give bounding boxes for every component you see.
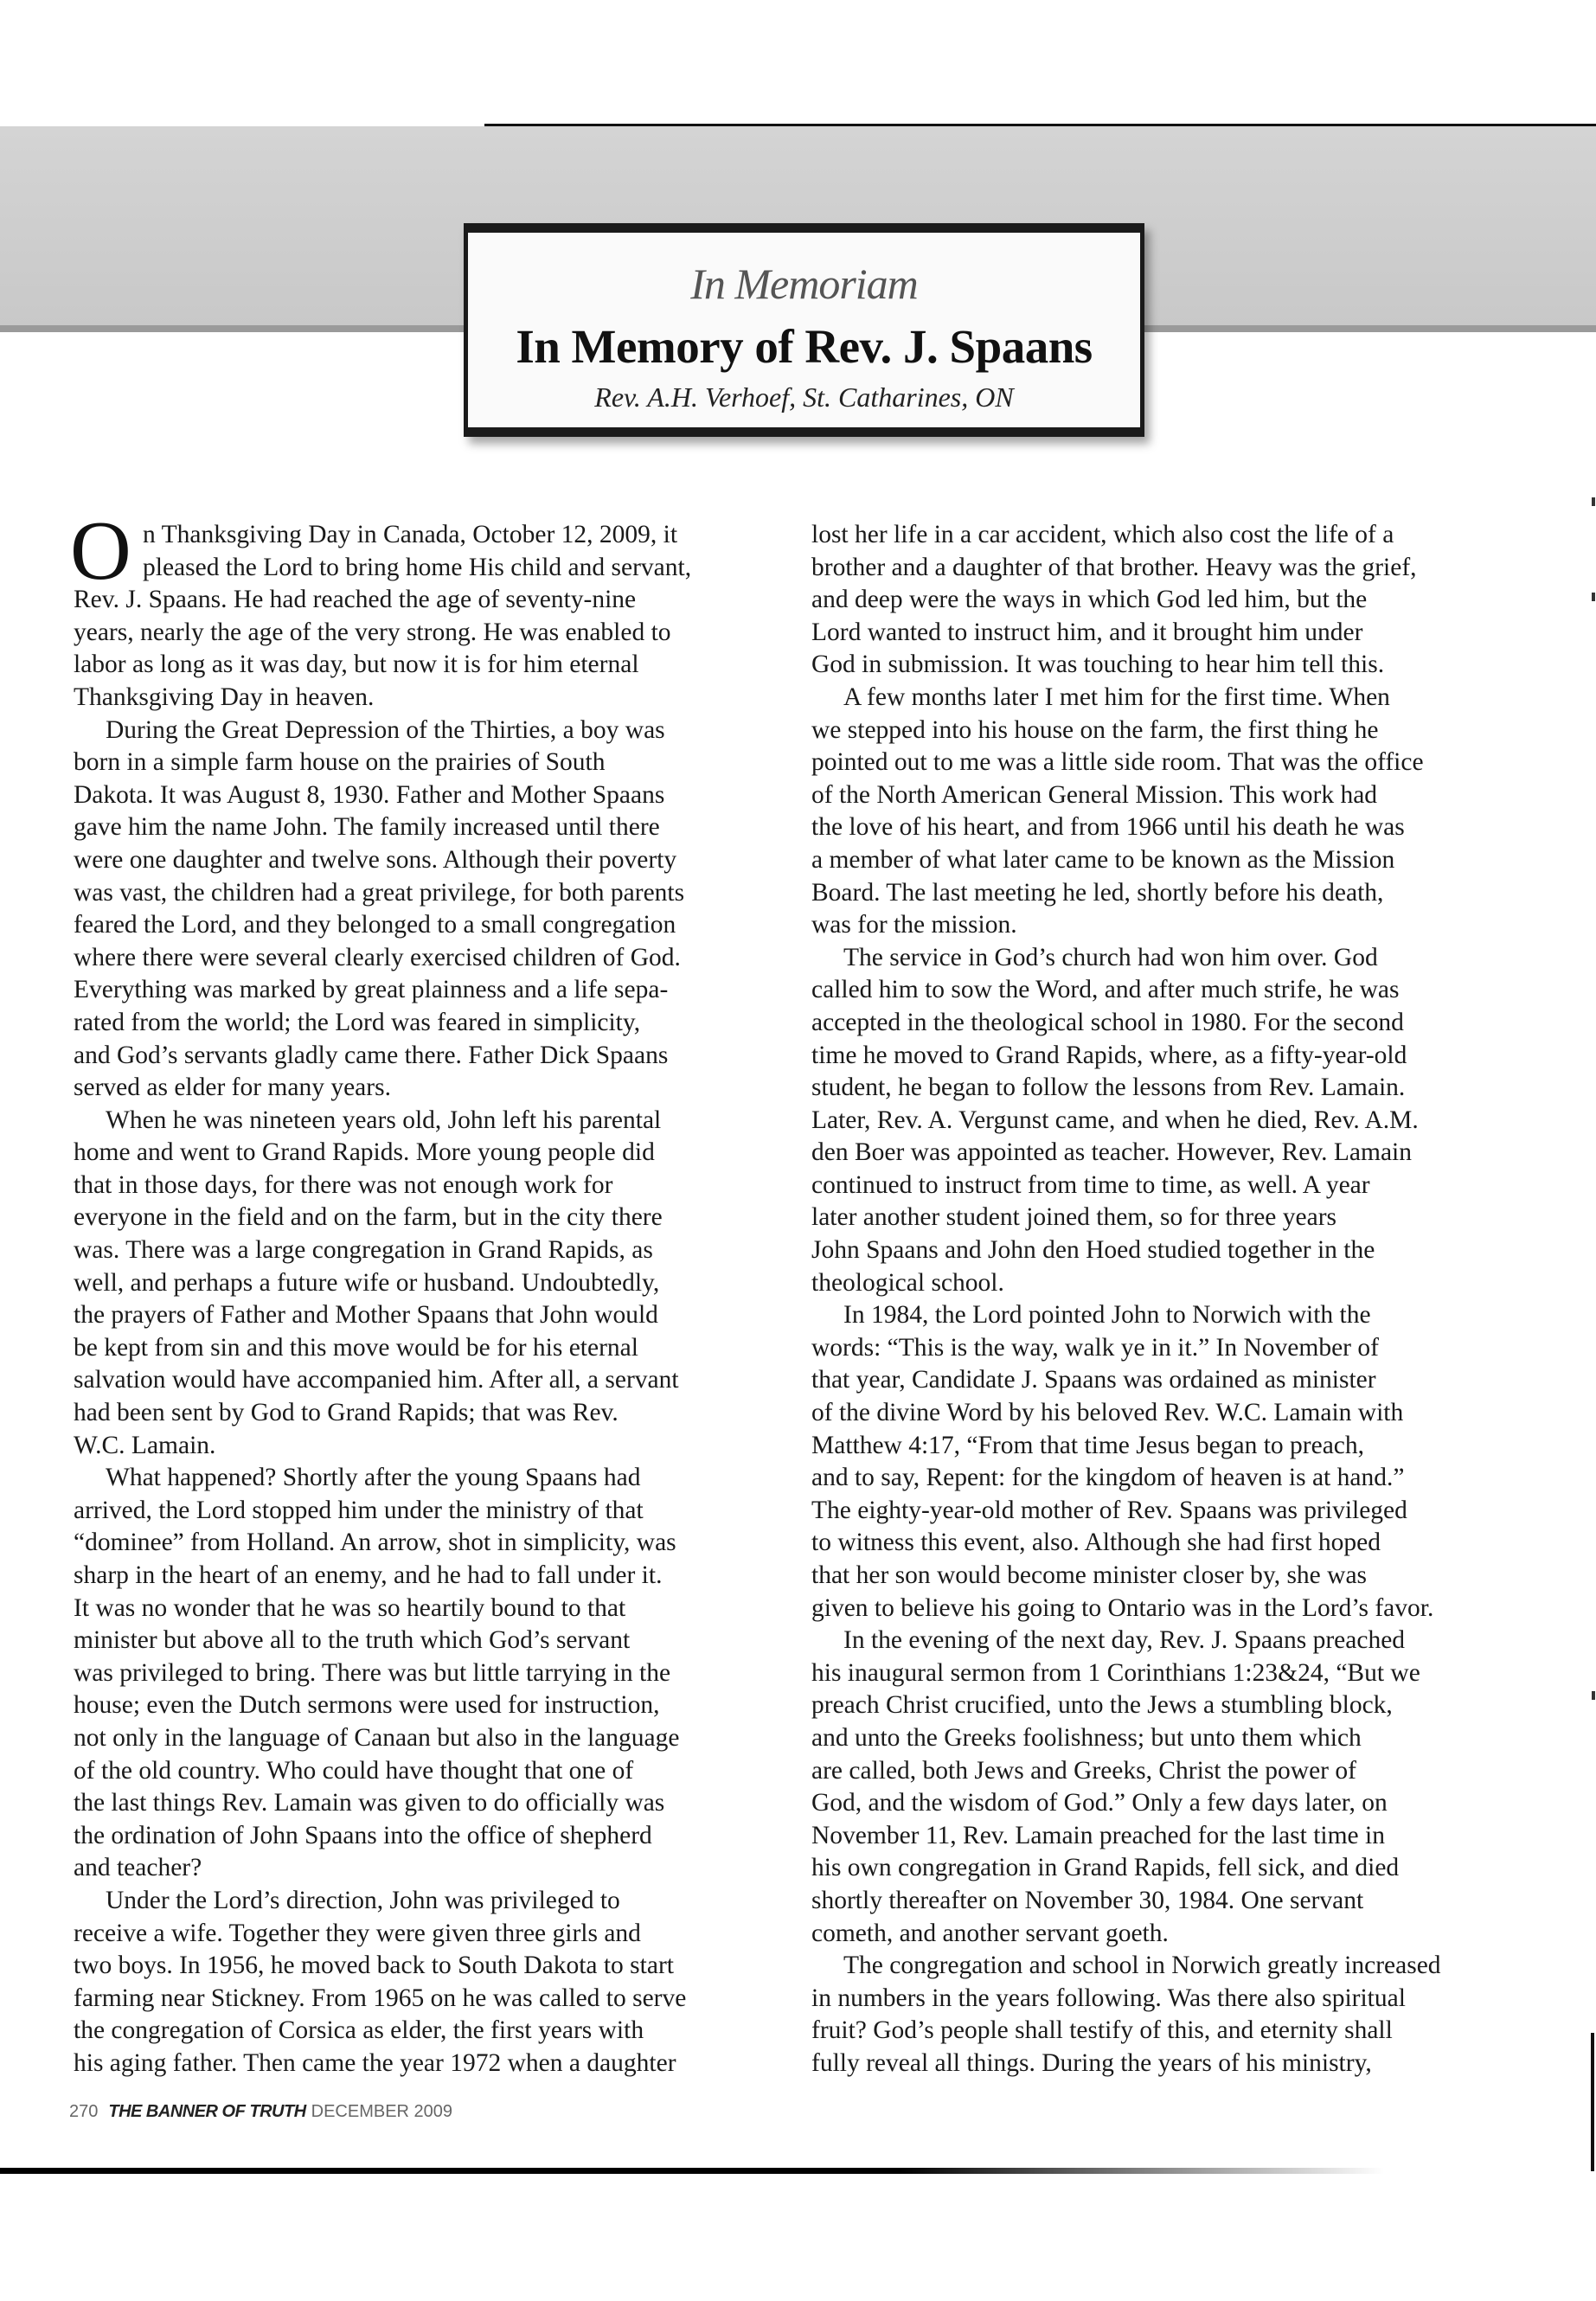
text-line: fruit? God’s people shall testify of this, and eternity shall xyxy=(811,2016,1393,2045)
text-line: preach Christ crucified, unto the Jews a stumbling block, xyxy=(811,1691,1393,1720)
text-line: receive a wife. Together they were given three girls and xyxy=(74,1919,641,1947)
text-line: are called, both Jews and Greeks, Christ the power of xyxy=(811,1756,1356,1785)
text-line: and teacher? xyxy=(74,1854,202,1882)
text-line: During the Great Depression of the Thirties, a boy was xyxy=(106,715,665,744)
text-line: Dakota. It was August 8, 1930. Father and Mother Spaans xyxy=(74,780,665,809)
text-line: accepted in the theological school in 1980. For the second xyxy=(811,1008,1404,1036)
text-line: the love of his heart, and from 1966 until his death he was xyxy=(811,813,1405,842)
text-line: the ordination of John Spaans into the office of shepherd xyxy=(74,1821,652,1849)
text-line: God, and the wisdom of God.” Only a few days later, on xyxy=(811,1789,1388,1817)
left-column xyxy=(70,504,792,2080)
text-line: was for the mission. xyxy=(811,911,1017,939)
paragraph xyxy=(74,584,792,714)
text-line: that year, Candidate J. Spaans was ordained as minister xyxy=(811,1366,1376,1394)
text-line: gave him the name John. The family increased until there xyxy=(74,813,660,842)
text-line: When he was nineteen years old, John left his parental xyxy=(106,1106,662,1134)
text-line: Board. The last meeting he led, shortly before his death, xyxy=(811,878,1384,907)
publication-name: THE BANNER OF TRUTH xyxy=(108,2102,306,2121)
text-line: student, he began to follow the lessons from Rev. Lamain. xyxy=(811,1074,1406,1102)
text-line: Later, Rev. A. Vergunst came, and when he died, Rev. A.M. xyxy=(811,1106,1419,1134)
text-line: of the old country. Who could have thought that one of xyxy=(74,1756,634,1785)
text-line: shortly thereafter on November 30, 1984. One servant xyxy=(811,1886,1364,1914)
text-line: that in those days, for there was not enough work for xyxy=(74,1170,613,1199)
text-line: and deep were the ways in which God led him, but the xyxy=(811,586,1368,614)
text-line: A few months later I met him for the first time. When xyxy=(843,683,1390,711)
text-line: and God’s servants gladly came there. Father Dick Spaans xyxy=(74,1041,669,1069)
text-line: November 11, Rev. Lamain preached for the last time in xyxy=(811,1821,1385,1849)
text-line: Lord wanted to instruct him, and it brought him under xyxy=(811,618,1363,646)
text-line: arrived, the Lord stopped him under the ministry of that xyxy=(74,1496,644,1524)
text-line: house; even the Dutch sermons were used for instruction, xyxy=(74,1691,660,1720)
text-line: two boys. In 1956, he moved back to South Dakota to start xyxy=(74,1952,674,1980)
text-line: and unto the Greeks foolishness; but unto them which xyxy=(811,1723,1362,1752)
text-line: The eighty-year-old mother of Rev. Spaans was privileged xyxy=(811,1496,1407,1524)
text-line: his own congregation in Grand Rapids, fell sick, and died xyxy=(811,1854,1400,1882)
text-line: years, nearly the age of the very strong. He was enabled to xyxy=(74,618,671,646)
text-line: God in submission. It was touching to hear him tell this. xyxy=(811,651,1385,679)
text-line: theological school. xyxy=(811,1268,1004,1297)
text-line: his aging father. Then came the year 1972 when a daughter xyxy=(74,2048,676,2077)
issue-date: DECEMBER 2009 xyxy=(311,2102,453,2121)
text-line: farming near Stickney. From 1965 on he was called to serve xyxy=(74,1984,687,2012)
text-line: later another student joined them, so for three years xyxy=(811,1203,1336,1232)
text-line: his inaugural sermon from 1 Corinthians 1:23&24, “But we xyxy=(811,1658,1420,1687)
text-line: was privileged to bring. There was but little tarrying in the xyxy=(74,1658,671,1687)
text-line: of the divine Word by his beloved Rev. W.C. Lamain with xyxy=(811,1399,1404,1427)
text-line: sharp in the heart of an enemy, and he had to fall under it. xyxy=(74,1561,663,1589)
drop-cap: O xyxy=(70,504,131,598)
text-line: that her son would become minister closer by, she was xyxy=(811,1561,1368,1589)
page-number: 270 xyxy=(69,2102,99,2121)
paragraph xyxy=(811,519,1529,682)
text-line: we stepped into his house on the farm, the first thing he xyxy=(811,715,1379,744)
text-line: was vast, the children had a great privilege, for both parents xyxy=(74,878,685,907)
text-line: cometh, and another servant goeth. xyxy=(811,1919,1169,1947)
text-line: In 1984, the Lord pointed John to Norwich with the xyxy=(843,1301,1371,1330)
text-line: n Thanksgiving Day in Canada, October 12, 2009, it xyxy=(143,521,678,548)
right-column xyxy=(811,519,1529,2080)
edge-mark xyxy=(1592,593,1595,601)
text-line: labor as long as it was day, but now it is for him eternal xyxy=(74,651,639,679)
text-line: everyone in the field and on the farm, but in the city there xyxy=(74,1203,663,1232)
text-line: to witness this event, also. Although she had first hoped xyxy=(811,1529,1381,1557)
text-line: Rev. J. Spaans. He had reached the age of seventy-nine xyxy=(74,586,637,614)
text-line: the last things Rev. Lamain was given to do officially was xyxy=(74,1789,665,1817)
text-line: continued to instruct from time to time, as well. A year xyxy=(811,1170,1370,1199)
text-line: “dominee” from Holland. An arrow, shot in simplicity, was xyxy=(74,1529,676,1557)
paragraph xyxy=(811,942,1529,1300)
text-line: Thanksgiving Day in heaven. xyxy=(74,683,375,711)
article-byline: Rev. A.H. Verhoef, St. Catharines, ON xyxy=(594,381,1014,413)
text-line: minister but above all to the truth which God’s servant xyxy=(74,1626,631,1655)
paragraph xyxy=(74,1462,792,1885)
text-line: and to say, Repent: for the kingdom of heaven is at hand.” xyxy=(811,1464,1405,1492)
bottom-rule xyxy=(0,2168,1384,2174)
text-line: the congregation of Corsica as elder, the first years with xyxy=(74,2016,644,2045)
paragraph xyxy=(74,1885,792,2080)
paragraph xyxy=(74,519,792,584)
text-line: The congregation and school in Norwich greatly increased xyxy=(843,1952,1441,1980)
text-line: home and went to Grand Rapids. More young people did xyxy=(74,1138,655,1167)
paragraph xyxy=(74,715,792,1105)
section-kicker: In Memoriam xyxy=(690,260,918,308)
text-line: born in a simple farm house on the prairies of South xyxy=(74,748,606,777)
text-line: What happened? Shortly after the young Spaans had xyxy=(106,1464,641,1492)
text-line: brother and a daughter of that brother. Heavy was the grief, xyxy=(811,553,1417,581)
text-line: feared the Lord, and they belonged to a small congregation xyxy=(74,911,676,939)
text-line: lost her life in a car accident, which also cost the life of a xyxy=(811,521,1394,548)
text-line: were one daughter and twelve sons. Although their poverty xyxy=(74,845,677,874)
text-line: salvation would have accompanied him. After all, a servant xyxy=(74,1366,679,1394)
text-line: Matthew 4:17, “From that time Jesus began to preach, xyxy=(811,1431,1365,1459)
text-line: words: “This is the way, walk ye in it.” In November of xyxy=(811,1333,1379,1362)
text-line: den Boer was appointed as teacher. However, Rev. Lamain xyxy=(811,1138,1412,1167)
text-line: the prayers of Father and Mother Spaans that John would xyxy=(74,1301,658,1330)
paragraph xyxy=(811,682,1529,942)
text-line: called him to sow the Word, and after much strife, he was xyxy=(811,976,1400,1004)
edge-mark xyxy=(1592,1691,1595,1700)
text-line: In the evening of the next day, Rev. J. Spaans preached xyxy=(843,1626,1406,1655)
paragraph xyxy=(811,1625,1529,1950)
text-line: The service in God’s church had won him over. God xyxy=(843,943,1378,971)
text-line: rated from the world; the Lord was feared in simplicity, xyxy=(74,1008,641,1036)
page-footer xyxy=(69,2102,452,2122)
text-line: given to believe his going to Ontario was in the Lord’s favor. xyxy=(811,1593,1434,1622)
paragraph xyxy=(811,1950,1529,2080)
text-line: not only in the language of Canaan but also in the language xyxy=(74,1723,680,1752)
text-line: had been sent by God to Grand Rapids; that was Rev. xyxy=(74,1399,619,1427)
text-line: served as elder for many years. xyxy=(74,1074,391,1102)
text-line: where there were several clearly exercised children of God. xyxy=(74,943,681,971)
text-line: Everything was marked by great plainness and a life sepa- xyxy=(74,976,669,1004)
text-line: in numbers in the years following. Was there also spiritual xyxy=(811,1984,1406,2012)
page-edge xyxy=(1591,2033,1594,2171)
text-line: well, and perhaps a future wife or husband. Undoubtedly, xyxy=(74,1268,660,1297)
text-line: pleased the Lord to bring home His child and servant, xyxy=(143,553,692,581)
text-line: fully reveal all things. During the years of his ministry, xyxy=(811,2048,1372,2077)
article-title: In Memory of Rev. J. Spaans xyxy=(516,320,1093,373)
paragraph xyxy=(74,1105,792,1463)
edge-mark xyxy=(1592,497,1595,506)
text-line: was. There was a large congregation in Grand Rapids, as xyxy=(74,1236,653,1265)
paragraph xyxy=(811,1299,1529,1625)
text-line: John Spaans and John den Hoed studied together in the xyxy=(811,1236,1375,1265)
text-line: a member of what later came to be known as the Mission xyxy=(811,845,1395,874)
text-line: pointed out to me was a little side room. That was the office xyxy=(811,748,1424,777)
text-line: of the North American General Mission. This work had xyxy=(811,780,1378,809)
text-line: time he moved to Grand Rapids, where, as a fifty-year-old xyxy=(811,1041,1407,1069)
title-box xyxy=(464,223,1144,437)
text-line: Under the Lord’s direction, John was privileged to xyxy=(106,1886,620,1914)
text-line: W.C. Lamain. xyxy=(74,1431,216,1459)
text-line: be kept from sin and this move would be for his eternal xyxy=(74,1333,638,1362)
text-line: It was no wonder that he was so heartily bound to that xyxy=(74,1593,626,1622)
